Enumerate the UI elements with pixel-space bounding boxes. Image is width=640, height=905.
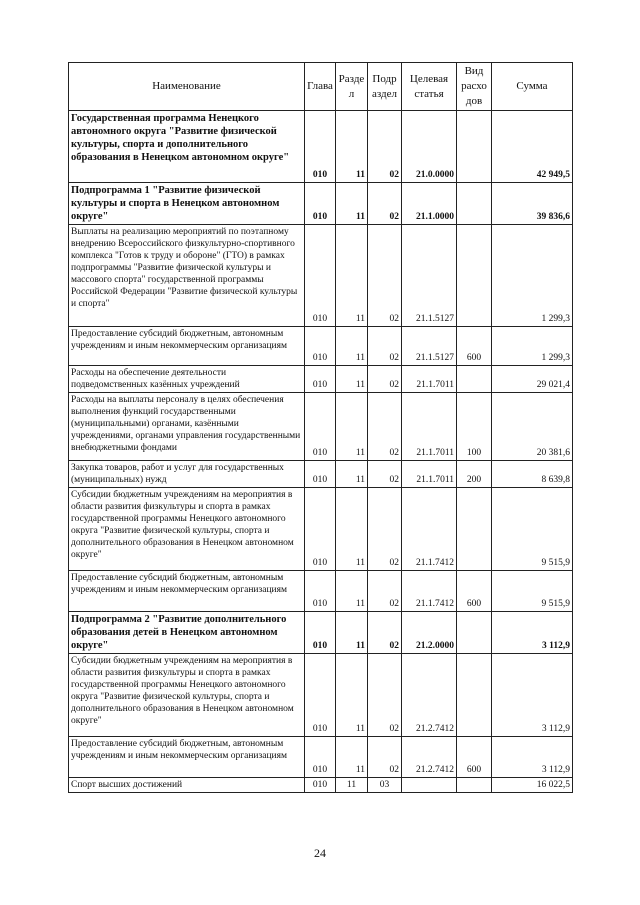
header-name: Наименование — [69, 63, 305, 111]
budget-table — [68, 62, 573, 793]
row-name: Выплаты на реализацию мероприятий по поэтапному внедрению Всероссийского физкультурно-спортивного комплекса "Готов к труду и обороне" (ГТО) в рамках подпрограммы "Развитие физической культуры и массового спорта" государственной программы Российской Федерации "Развитие физической культуры и спорта" — [69, 225, 305, 327]
header-celevaya: Целевая статья — [402, 63, 457, 111]
row-razdel: 11 — [336, 571, 368, 612]
row-podrazdel: 02 — [368, 183, 402, 225]
row-name: Субсидии бюджетным учреждениям на мероприятия в области развития физкультуры и спорта в рамках государственной программы Ненецкого автономного округа "Развитие физической культуры, спорта и дополнительного образования в Ненецком автономном округе" — [69, 488, 305, 571]
row-razdel: 11 — [336, 778, 368, 793]
header-summa: Сумма — [492, 63, 573, 111]
row-vid: 600 — [457, 571, 492, 612]
row-vid: 100 — [457, 393, 492, 461]
table-row — [69, 225, 573, 327]
row-glava: 010 — [305, 225, 336, 327]
row-podrazdel: 02 — [368, 654, 402, 737]
header-podrazdel: Подр аздел — [368, 63, 402, 111]
row-glava: 010 — [305, 488, 336, 571]
row-razdel: 11 — [336, 366, 368, 393]
row-vid: 600 — [457, 737, 492, 778]
row-name: Предоставление субсидий бюджетным, автономным учреждениям и иным некоммерческим организациям — [69, 571, 305, 612]
row-summa: 42 949,5 — [492, 111, 573, 183]
row-celevaya: 21.2.7412 — [402, 737, 457, 778]
row-podrazdel: 02 — [368, 571, 402, 612]
row-razdel: 11 — [336, 393, 368, 461]
row-podrazdel: 02 — [368, 327, 402, 366]
table-row — [69, 366, 573, 393]
row-name: Подпрограмма 2 "Развитие дополнительного образования детей в Ненецком автономном округе" — [69, 612, 305, 654]
row-celevaya: 21.0.0000 — [402, 111, 457, 183]
table-row — [69, 111, 573, 183]
row-podrazdel: 02 — [368, 225, 402, 327]
row-vid: 200 — [457, 461, 492, 488]
row-name: Подпрограмма 1 "Развитие физической культуры и спорта в Ненецком автономном округе" — [69, 183, 305, 225]
row-vid — [457, 111, 492, 183]
row-name: Спорт высших достижений — [69, 778, 305, 793]
row-razdel: 11 — [336, 612, 368, 654]
row-celevaya: 21.1.7412 — [402, 488, 457, 571]
row-summa: 39 836,6 — [492, 183, 573, 225]
row-podrazdel: 02 — [368, 612, 402, 654]
row-glava: 010 — [305, 612, 336, 654]
row-vid — [457, 612, 492, 654]
row-vid — [457, 225, 492, 327]
row-name: Расходы на выплаты персоналу в целях обеспечения выполнения функций государственными (муниципальными) органами, казёнными учреждениями, органами управления государственными внебюджетными фондами — [69, 393, 305, 461]
row-podrazdel: 02 — [368, 366, 402, 393]
row-celevaya: 21.1.0000 — [402, 183, 457, 225]
row-celevaya: 21.1.7011 — [402, 393, 457, 461]
row-name: Закупка товаров, работ и услуг для государственных (муниципальных) нужд — [69, 461, 305, 488]
row-glava: 010 — [305, 571, 336, 612]
row-summa: 1 299,3 — [492, 327, 573, 366]
row-summa: 3 112,9 — [492, 654, 573, 737]
row-vid — [457, 654, 492, 737]
row-summa: 16 022,5 — [492, 778, 573, 793]
row-summa: 9 515,9 — [492, 571, 573, 612]
row-podrazdel: 02 — [368, 488, 402, 571]
table-row — [69, 393, 573, 461]
header-razdel: Разде л — [336, 63, 368, 111]
row-summa: 3 112,9 — [492, 612, 573, 654]
row-summa: 1 299,3 — [492, 225, 573, 327]
row-podrazdel: 02 — [368, 461, 402, 488]
row-vid — [457, 183, 492, 225]
row-name: Государственная программа Ненецкого автономного округа "Развитие физической культуры, спорта и дополнительного образования в Ненецком автономном округе" — [69, 111, 305, 183]
table-row — [69, 737, 573, 778]
row-glava: 010 — [305, 183, 336, 225]
row-summa: 3 112,9 — [492, 737, 573, 778]
table-row — [69, 612, 573, 654]
row-glava: 010 — [305, 737, 336, 778]
row-razdel: 11 — [336, 225, 368, 327]
row-vid — [457, 778, 492, 793]
row-glava: 010 — [305, 111, 336, 183]
row-summa: 8 639,8 — [492, 461, 573, 488]
row-razdel: 11 — [336, 461, 368, 488]
row-summa: 29 021,4 — [492, 366, 573, 393]
row-podrazdel: 02 — [368, 111, 402, 183]
row-celevaya: 21.2.0000 — [402, 612, 457, 654]
row-razdel: 11 — [336, 737, 368, 778]
table-row — [69, 327, 573, 366]
row-celevaya: 21.2.7412 — [402, 654, 457, 737]
table-row — [69, 571, 573, 612]
row-razdel: 11 — [336, 327, 368, 366]
table-row — [69, 654, 573, 737]
table-header-row — [69, 63, 573, 111]
table-row — [69, 461, 573, 488]
row-name: Субсидии бюджетным учреждениям на мероприятия в области развития физкультуры и спорта в рамках государственной программы Ненецкого автономного округа "Развитие физической культуры, спорта и дополнительного образования в Ненецком автономном округе" — [69, 654, 305, 737]
row-glava: 010 — [305, 654, 336, 737]
row-glava: 010 — [305, 461, 336, 488]
header-glava: Глава — [305, 63, 336, 111]
row-name: Предоставление субсидий бюджетным, автономным учреждениям и иным некоммерческим организациям — [69, 737, 305, 778]
row-celevaya: 21.1.7011 — [402, 366, 457, 393]
row-razdel: 11 — [336, 488, 368, 571]
row-glava: 010 — [305, 778, 336, 793]
row-celevaya: 21.1.7011 — [402, 461, 457, 488]
table-row — [69, 488, 573, 571]
row-name: Расходы на обеспечение деятельности подведомственных казённых учреждений — [69, 366, 305, 393]
header-vid: Вид расхо дов — [457, 63, 492, 111]
row-vid: 600 — [457, 327, 492, 366]
row-razdel: 11 — [336, 183, 368, 225]
row-razdel: 11 — [336, 654, 368, 737]
row-summa: 20 381,6 — [492, 393, 573, 461]
row-glava: 010 — [305, 366, 336, 393]
row-summa: 9 515,9 — [492, 488, 573, 571]
table-row — [69, 183, 573, 225]
row-razdel: 11 — [336, 111, 368, 183]
row-glava: 010 — [305, 393, 336, 461]
row-celevaya — [402, 778, 457, 793]
row-podrazdel: 03 — [368, 778, 402, 793]
row-podrazdel: 02 — [368, 393, 402, 461]
row-celevaya: 21.1.5127 — [402, 327, 457, 366]
row-vid — [457, 488, 492, 571]
row-glava: 010 — [305, 327, 336, 366]
row-vid — [457, 366, 492, 393]
row-celevaya: 21.1.5127 — [402, 225, 457, 327]
page-number: 24 — [314, 846, 326, 860]
table-row — [69, 778, 573, 793]
row-podrazdel: 02 — [368, 737, 402, 778]
row-name: Предоставление субсидий бюджетным, автономным учреждениям и иным некоммерческим организациям — [69, 327, 305, 366]
row-celevaya: 21.1.7412 — [402, 571, 457, 612]
